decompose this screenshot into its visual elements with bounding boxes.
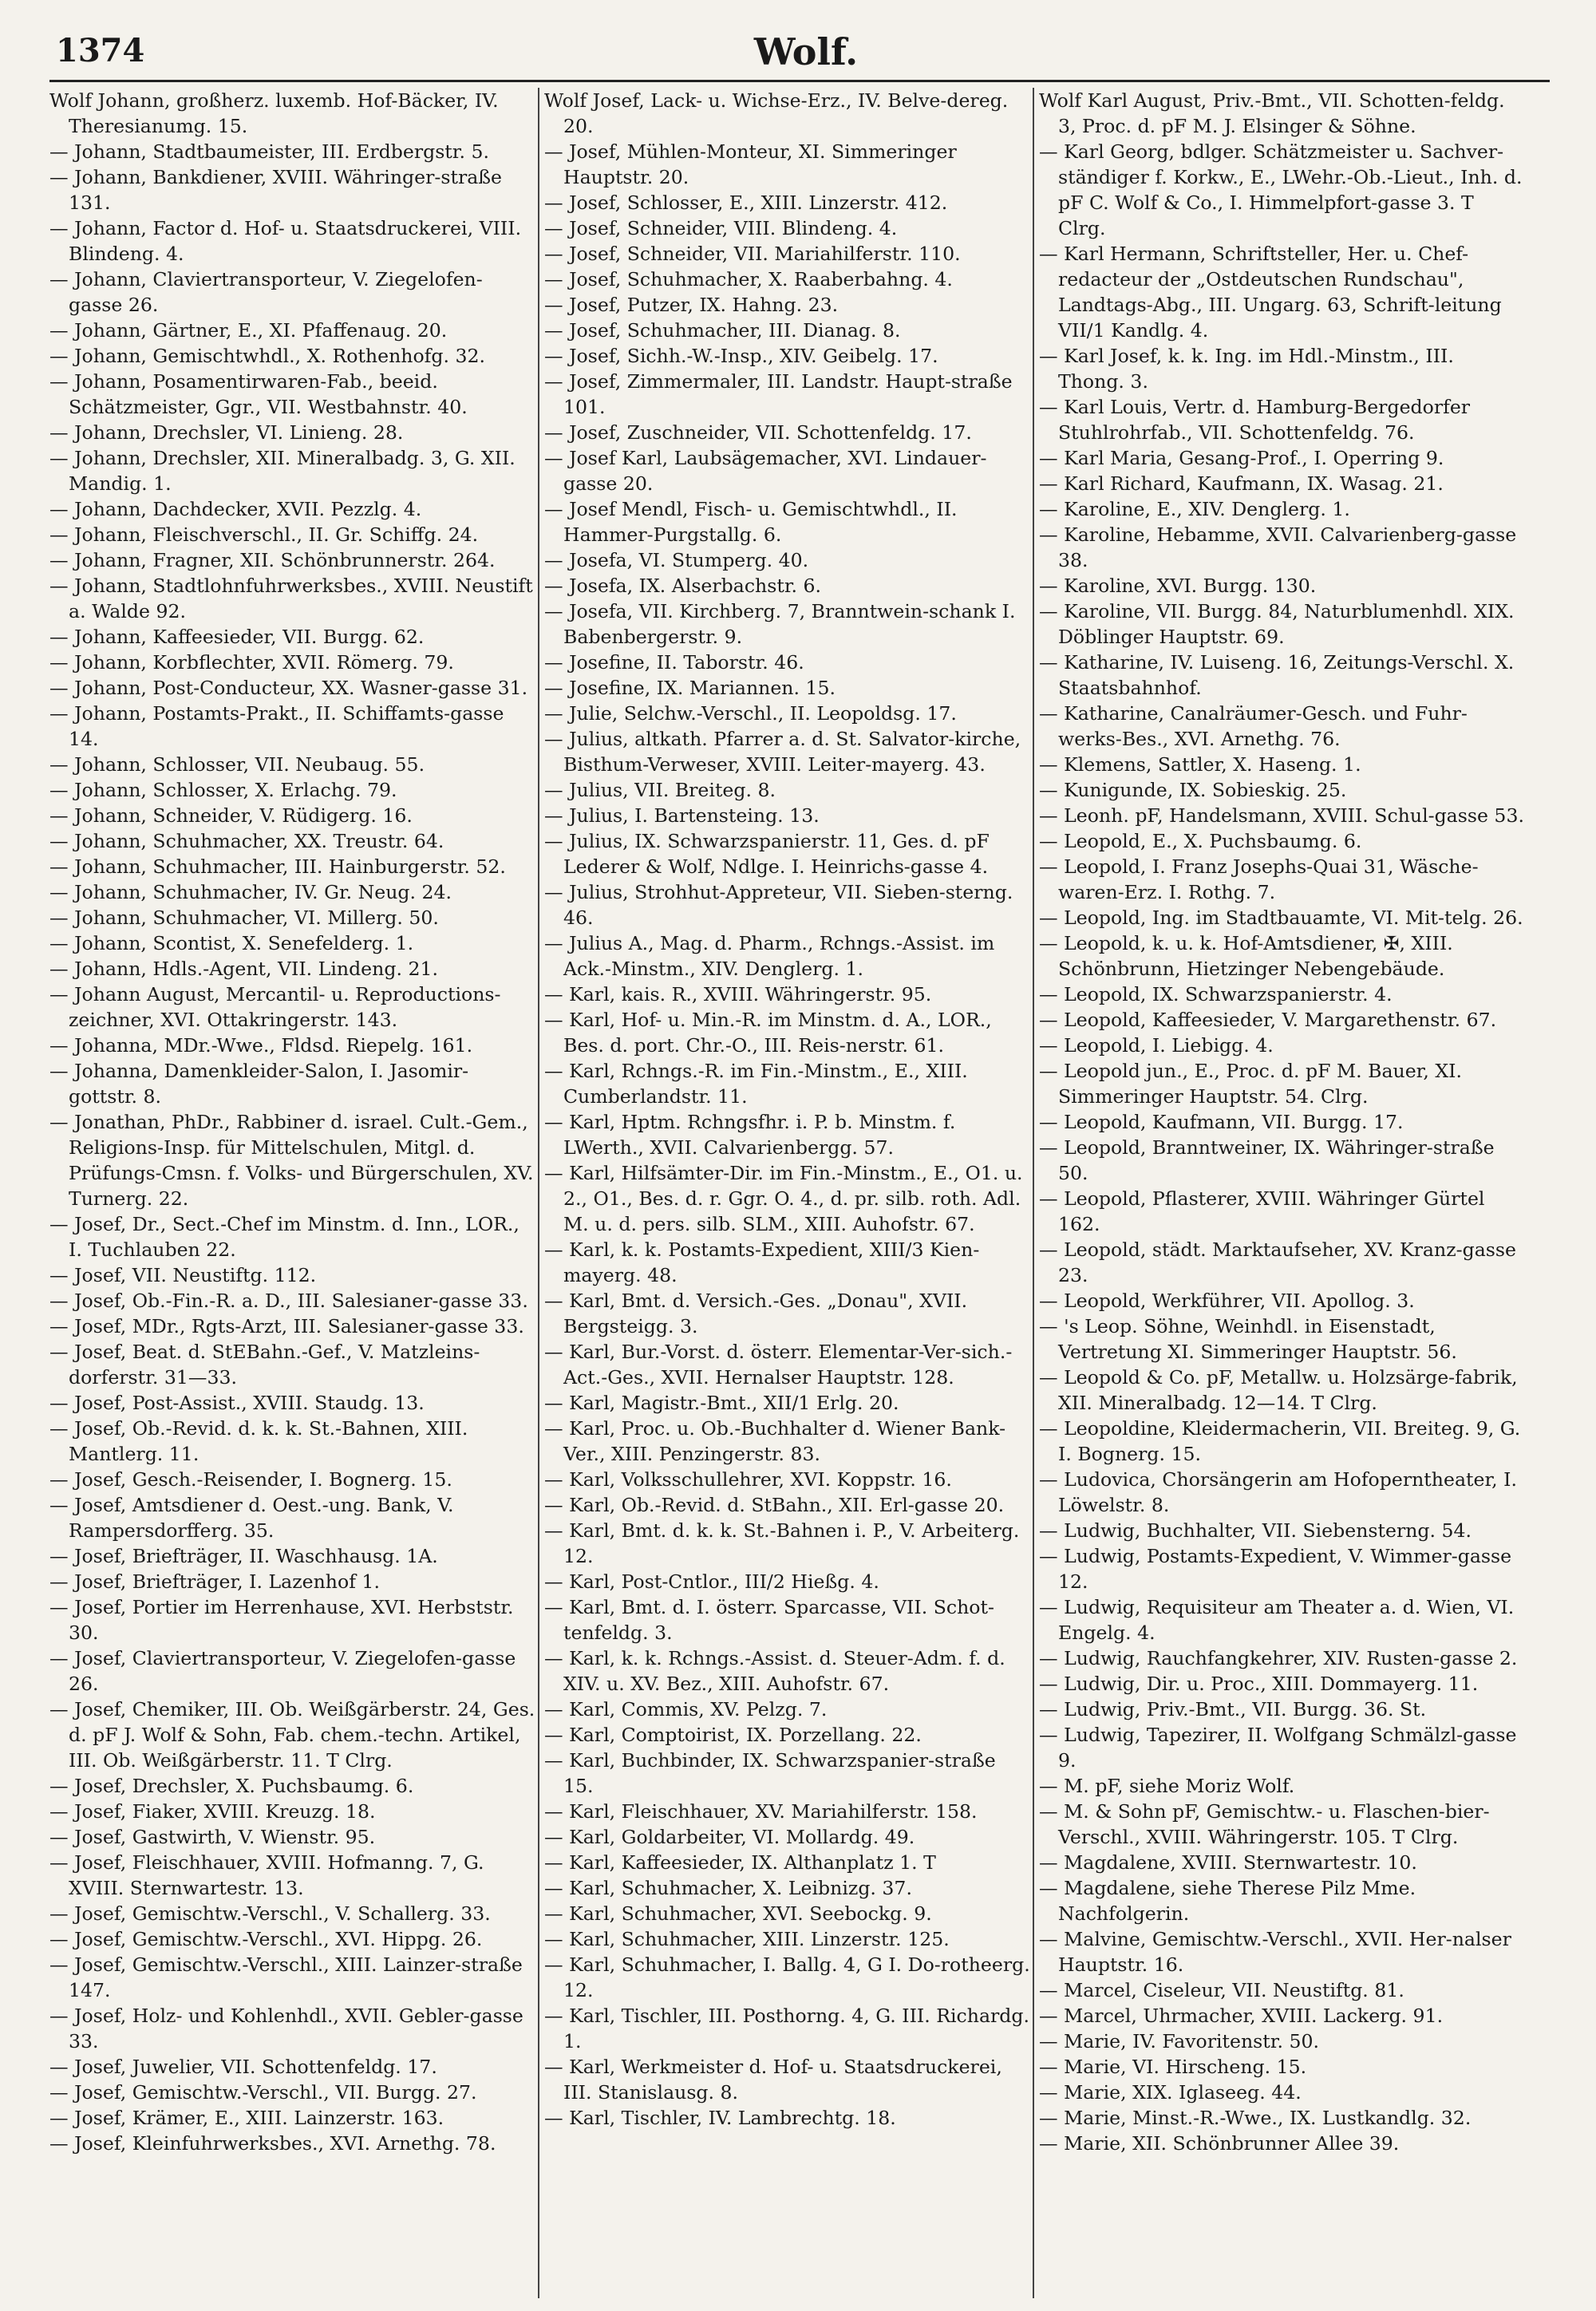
directory-entry: — Johann, Schuhmacher, III. Hainburgerstr. 52.	[49, 855, 506, 878]
directory-entry: — Josef, Briefträger, I. Lazenhof 1.	[49, 1570, 380, 1593]
directory-entry: — Ludovica, Chorsängerin am Hofoperntheater, I. Löwelstr. 8.	[1039, 1468, 1517, 1516]
directory-entry: — Josef, Schneider, VII. Mariahilferstr. 110.	[544, 243, 961, 265]
directory-entry: — Karl, Fleischhauer, XV. Mariahilferstr. 158.	[544, 1800, 978, 1823]
directory-entry: — Johann, Schlosser, X. Erlachg. 79.	[49, 779, 397, 801]
directory-entry: Wolf Josef, Lack- u. Wichse-Erz., IV. Belve-dereg. 20.	[544, 89, 1009, 137]
directory-entry: — Josef, Schlosser, E., XIII. Linzerstr. 412.	[544, 192, 948, 214]
directory-entry: — Josef, MDr., Rgts-Arzt, III. Salesianer-gasse 33.	[49, 1315, 524, 1337]
directory-entry: — Johann, Fragner, XII. Schönbrunnerstr. 264.	[49, 549, 496, 571]
directory-entry: — Johann, Drechsler, XII. Mineralbadg. 3, G. XII. Mandig. 1.	[49, 447, 516, 495]
directory-entry: — Karl, Hof- u. Min.-R. im Minstm. d. A., LOR., Bes. d. port. Chr.-O., III. Reis-nerstr. 61.	[544, 1009, 992, 1057]
directory-entry: — Josef Karl, Laubsägemacher, XVI. Lindauer-gasse 20.	[544, 447, 987, 495]
column-divider	[538, 88, 539, 2298]
directory-entry: — Karl, k. k. Rchngs.-Assist. d. Steuer-Adm. f. d. XIV. u. XV. Bez., XIII. Auhofstr. 67.	[544, 1647, 1005, 1695]
directory-entry: — Johann August, Mercantil- u. Reproductions-zeichner, XVI. Ottakringerstr. 143.	[49, 983, 501, 1031]
directory-entry: — Josefine, IX. Mariannen. 15.	[544, 677, 836, 699]
directory-entry: — Karl, Tischler, III. Posthorng. 4, G. III. Richardg. 1.	[544, 2005, 1029, 2052]
directory-entry: — M. & Sohn pF, Gemischtw.- u. Flaschen-bier-Verschl., XVIII. Währingerstr. 105. T Clrg.	[1039, 1800, 1490, 1848]
directory-entry: — Josef, Schuhmacher, III. Dianag. 8.	[544, 319, 901, 342]
directory-entry: — Josef, Gastwirth, V. Wienstr. 95.	[49, 1826, 376, 1848]
directory-entry: — Johann, Dachdecker, XVII. Pezzlg. 4.	[49, 498, 422, 520]
directory-entry: — Leopold, k. u. k. Hof-Amtsdiener, ✠, XIII. Schönbrunn, Hietzinger Nebengebäude.	[1039, 932, 1453, 980]
directory-entry: — Karl, Bur.-Vorst. d. österr. Elementar-Ver-sich.-Act.-Ges., XVII. Hernalser Hauptstr. 128.	[544, 1341, 1013, 1389]
directory-entry: — Josef, Briefträger, II. Waschhausg. 1A.	[49, 1545, 438, 1567]
header-rule	[49, 80, 1550, 82]
directory-entry: — Karl, k. k. Postamts-Expedient, XIII/3 Kien-mayerg. 48.	[544, 1238, 980, 1286]
directory-entry: — Johann, Postamts-Prakt., II. Schiffamts-gasse 14.	[49, 702, 504, 750]
directory-entry: — Karl Maria, Gesang-Prof., I. Operring 9.	[1039, 447, 1444, 469]
directory-entry: — Marie, VI. Hirscheng. 15.	[1039, 2056, 1307, 2078]
directory-entry: — Josef, Zuschneider, VII. Schottenfeldg. 17.	[544, 421, 972, 444]
directory-entry: — Johann, Schuhmacher, VI. Millerg. 50.	[49, 907, 439, 929]
running-head: Wolf.	[753, 30, 859, 73]
directory-entry: — Johann, Drechsler, VI. Linieng. 28.	[49, 421, 404, 444]
directory-entry: — Ludwig, Requisiteur am Theater a. d. Wien, VI. Engelg. 4.	[1039, 1596, 1515, 1644]
directory-entry: — Josef, Krämer, E., XIII. Lainzerstr. 163.	[49, 2107, 444, 2129]
directory-entry: — Johann, Gärtner, E., XI. Pfaffenaug. 20.	[49, 319, 448, 342]
directory-entry: — Leopold, Ing. im Stadtbauamte, VI. Mit-telg. 26.	[1039, 907, 1523, 929]
directory-entry: — Marie, Minst.-R.-Wwe., IX. Lustkandlg. 32.	[1039, 2107, 1472, 2129]
directory-entry: — Josef, Gemischtw.-Verschl., XVI. Hippg. 26.	[49, 1928, 483, 1950]
directory-entry: — Kunigunde, IX. Sobieskig. 25.	[1039, 779, 1347, 801]
directory-entry: — Leonh. pF, Handelsmann, XVIII. Schul-gasse 53.	[1039, 804, 1524, 827]
directory-entry: — Jonathan, PhDr., Rabbiner d. israel. Cult.-Gem., Religions-Insp. für Mittelschulen, Mitgl. d. Prüfungs-Cmsn. f. Volks- und Bürgerschulen, XV. Turnerg. 22.	[49, 1111, 534, 1210]
column-divider	[1033, 88, 1034, 2298]
directory-entry: — Karl, Comptoirist, IX. Porzellang. 22.	[544, 1724, 922, 1746]
directory-entry: — Karoline, Hebamme, XVII. Calvarienberg-gasse 38.	[1039, 523, 1517, 571]
directory-entry: — Karl Louis, Vertr. d. Hamburg-Bergedorfer Stuhlrohrfab., VII. Schottenfeldg. 76.	[1039, 396, 1471, 444]
directory-entry: — Leopold, Kaufmann, VII. Burgg. 17.	[1039, 1111, 1404, 1133]
directory-entry: — Karl, Hilfsämter-Dir. im Fin.-Minstm., E., O1. u. 2., O1., Bes. d. r. Ggr. O. 4., d. pr. silb. roth. Adl. M. u. d. pers. silb. SLM., XIII. Auhofstr. 67.	[544, 1162, 1023, 1235]
directory-entry: — Josef, Gemischtw.-Verschl., V. Schallerg. 33.	[49, 1902, 491, 1925]
directory-entry: — Josef, Juwelier, VII. Schottenfeldg. 17.	[49, 2056, 437, 2078]
directory-entry: — Karl, Schuhmacher, X. Leibnizg. 37.	[544, 1877, 912, 1899]
directory-entry: — Julius A., Mag. d. Pharm., Rchngs.-Assist. im Ack.-Minstm., XIV. Denglerg. 1.	[544, 932, 995, 980]
directory-entry: — Marie, XIX. Iglaseeg. 44.	[1039, 2081, 1302, 2104]
page-header	[56, 32, 1556, 80]
directory-entry: — Josef Mendl, Fisch- u. Gemischtwhdl., II. Hammer-Purgstallg. 6.	[544, 498, 958, 546]
directory-entry: — Josef, Putzer, IX. Hahng. 23.	[544, 294, 839, 316]
directory-entry: — Karl, Kaffeesieder, IX. Althanplatz 1. T	[544, 1851, 936, 1874]
directory-entry: — Josef, Chemiker, III. Ob. Weißgärberstr. 24, Ges. d. pF J. Wolf & Sohn, Fab. chem.-techn. Artikel, III. Ob. Weißgärberstr. 11. T Clrg.	[49, 1698, 535, 1772]
directory-entry: — Josef, Mühlen-Monteur, XI. Simmeringer Hauptstr. 20.	[544, 140, 957, 188]
directory-entry: — Josef, Amtsdiener d. Oest.-ung. Bank, V. Rampersdorfferg. 35.	[49, 1494, 454, 1542]
directory-entry: — Leopold, I. Franz Josephs-Quai 31, Wäsche-waren-Erz. I. Rothg. 7.	[1039, 855, 1479, 903]
directory-entry: — Karl Hermann, Schriftsteller, Her. u. Chef-redacteur der „Ostdeutschen Rundschau", Landtags-Abg., III. Ungarg. 63, Schrift-leitung VII/1 Kandlg. 4.	[1039, 243, 1502, 342]
directory-entry: — Karl, Goldarbeiter, VI. Mollardg. 49.	[544, 1826, 915, 1848]
directory-entry: — Karl, Rchngs.-R. im Fin.-Minstm., E., XIII. Cumberlandstr. 11.	[544, 1060, 968, 1108]
directory-entry: — Leopold, Branntweiner, IX. Währinger-straße 50.	[1039, 1136, 1495, 1184]
page-number: 1374	[56, 32, 145, 69]
directory-entry: — Katharine, Canalräumer-Gesch. und Fuhr-werks-Bes., XVI. Arnethg. 76.	[1039, 702, 1468, 750]
directory-entry: — Josef, Drechsler, X. Puchsbaumg. 6.	[49, 1775, 414, 1797]
directory-entry: — Marcel, Ciseleur, VII. Neustiftg. 81.	[1039, 1979, 1404, 2001]
directory-entry: — Ludwig, Buchhalter, VII. Siebensterng. 54.	[1039, 1519, 1472, 1542]
directory-entry: — Julius, IX. Schwarzspanierstr. 11, Ges. d. pF Lederer & Wolf, Ndlge. I. Heinrichs-gasse 4.	[544, 830, 990, 878]
directory-entry: — Malvine, Gemischtw.-Verschl., XVII. Her-nalser Hauptstr. 16.	[1039, 1928, 1511, 1976]
directory-entry: — Magdalene, siehe Therese Pilz Mme. Nachfolgerin.	[1039, 1877, 1416, 1925]
directory-entry: — Johann, Factor d. Hof- u. Staatsdruckerei, VIII. Blindeng. 4.	[49, 217, 522, 265]
directory-entry: — Johann, Hdls.-Agent, VII. Lindeng. 21.	[49, 958, 438, 980]
directory-entry: — Josef, Beat. d. StEBahn.-Gef., V. Matzleins-dorferstr. 31—33.	[49, 1341, 480, 1389]
directory-entry: — Johann, Fleischverschl., II. Gr. Schiffg. 24.	[49, 523, 479, 546]
directory-entry: — Leopold, Werkführer, VII. Apollog. 3.	[1039, 1290, 1415, 1312]
directory-entry: — Johann, Schuhmacher, XX. Treustr. 64.	[49, 830, 444, 852]
directory-entry: — Marie, IV. Favoritenstr. 50.	[1039, 2030, 1319, 2052]
directory-entry: — Johanna, Damenkleider-Salon, I. Jasomir-gottstr. 8.	[49, 1060, 469, 1108]
directory-entry: — Katharine, IV. Luiseng. 16, Zeitungs-Verschl. X. Staatsbahnhof.	[1039, 651, 1515, 699]
directory-entry: — Josef, Gemischtw.-Verschl., VII. Burgg. 27.	[49, 2081, 477, 2104]
directory-entry: — Josefa, IX. Alserbachstr. 6.	[544, 575, 822, 597]
directory-entry: — Karl Josef, k. k. Ing. im Hdl.-Minstm., III. Thong. 3.	[1039, 345, 1454, 393]
directory-entry: — Leopold, städt. Marktaufseher, XV. Kranz-gasse 23.	[1039, 1238, 1516, 1286]
directory-entry: — Johann, Gemischtwhdl., X. Rothenhofg. 32.	[49, 345, 486, 367]
directory-entry: — Ludwig, Rauchfangkehrer, XIV. Rusten-gasse 2.	[1039, 1647, 1518, 1669]
directory-entry: — Josef, Fiaker, XVIII. Kreuzg. 18.	[49, 1800, 376, 1823]
directory-entry: — Johann, Stadtlohnfuhrwerksbes., XVIII. Neustift a. Walde 92.	[49, 575, 533, 622]
directory-entry: — Karl, Magistr.-Bmt., XII/1 Erlg. 20.	[544, 1392, 899, 1414]
column-3	[1039, 88, 1526, 2298]
directory-entry: — Josef, VII. Neustiftg. 112.	[49, 1264, 317, 1286]
directory-entry: — Ludwig, Postamts-Expedient, V. Wimmer-gasse 12.	[1039, 1545, 1512, 1593]
directory-entry: — Johann, Schneider, V. Rüdigerg. 16.	[49, 804, 413, 827]
directory-entry: — Leopold, Pflasterer, XVIII. Währinger Gürtel 162.	[1039, 1187, 1485, 1235]
directory-entry: — Leopold & Co. pF, Metallw. u. Holzsärge-fabrik, XII. Mineralbadg. 12—14. T Clrg.	[1039, 1366, 1518, 1414]
directory-entry: — M. pF, siehe Moriz Wolf.	[1039, 1775, 1295, 1797]
directory-entry: — Johann, Kaffeesieder, VII. Burgg. 62.	[49, 626, 425, 648]
directory-entry: — Karl, Bmt. d. k. k. St.-Bahnen i. P., V. Arbeiterg. 12.	[544, 1519, 1020, 1567]
directory-entry: — Karl, Tischler, IV. Lambrechtg. 18.	[544, 2107, 896, 2129]
directory-entry: — Leopold, IX. Schwarzspanierstr. 4.	[1039, 983, 1393, 1005]
directory-entry: — Karl, Post-Cntlor., III/2 Hießg. 4.	[544, 1570, 879, 1593]
directory-entry: — Josef, Gemischtw.-Verschl., XIII. Lainzer-straße 147.	[49, 1953, 523, 2001]
directory-entry: — Karl Georg, bdlger. Schätzmeister u. Sachver-ständiger f. Korkw., E., LWehr.-Ob.-Lieut., Inh. d. pF C. Wolf & Co., I. Himmelpfort-gasse 3. T Clrg.	[1039, 140, 1523, 239]
directory-entry: — Karoline, VII. Burgg. 84, Naturblumenhdl. XIX. Döblinger Hauptstr. 69.	[1039, 600, 1515, 648]
directory-entry: — Marie, XII. Schönbrunner Allee 39.	[1039, 2132, 1400, 2155]
directory-entry: — Josef, Zimmermaler, III. Landstr. Haupt-straße 101.	[544, 370, 1013, 418]
directory-entry: — Julius, I. Bartensteing. 13.	[544, 804, 820, 827]
directory-entry: — Josef, Ob.-Fin.-R. a. D., III. Salesianer-gasse 33.	[49, 1290, 528, 1312]
directory-entry: — Johann, Korbflechter, XVII. Römerg. 79.	[49, 651, 454, 674]
column-2	[544, 88, 1031, 2298]
directory-entry: — Julius, Strohhut-Appreteur, VII. Sieben-sterng. 46.	[544, 881, 1013, 929]
directory-entry: Wolf Karl August, Priv.-Bmt., VII. Schotten-feldg. 3, Proc. d. pF M. J. Elsinger & Söhne.	[1039, 89, 1505, 137]
directory-entry: — Karl, Bmt. d. Versich.-Ges. „Donau", XVII. Bergsteigg. 3.	[544, 1290, 968, 1337]
directory-entry: — Ludwig, Priv.-Bmt., VII. Burgg. 36. St.	[1039, 1698, 1427, 1720]
directory-entry: — Karoline, E., XIV. Denglerg. 1.	[1039, 498, 1350, 520]
directory-entry: — 's Leop. Söhne, Weinhdl. in Eisenstadt, Vertretung XI. Simmeringer Hauptstr. 56.	[1039, 1315, 1457, 1363]
directory-entry: — Klemens, Sattler, X. Haseng. 1.	[1039, 753, 1361, 776]
column-1	[49, 88, 536, 2298]
directory-entry: — Leopoldine, Kleidermacherin, VII. Breiteg. 9, G. I. Bognerg. 15.	[1039, 1417, 1521, 1465]
directory-entry: — Julie, Selchw.-Verschl., II. Leopoldsg. 17.	[544, 702, 957, 725]
directory-entry: — Johann, Stadtbaumeister, III. Erdbergstr. 5.	[49, 140, 489, 163]
directory-entry: — Josefa, VII. Kirchberg. 7, Branntwein-schank I. Babenbergerstr. 9.	[544, 600, 1016, 648]
directory-entry: — Johann, Schlosser, VII. Neubaug. 55.	[49, 753, 425, 776]
directory-entry: — Karoline, XVI. Burgg. 130.	[1039, 575, 1317, 597]
directory-entry: — Johann, Scontist, X. Senefelderg. 1.	[49, 932, 414, 954]
directory-entry: — Karl, Bmt. d. I. österr. Sparcasse, VII. Schot-tenfeldg. 3.	[544, 1596, 994, 1644]
directory-entry: — Johann, Bankdiener, XVIII. Währinger-straße 131.	[49, 166, 503, 214]
directory-entry: — Leopold, I. Liebigg. 4.	[1039, 1034, 1274, 1057]
directory-entry: — Karl, Proc. u. Ob.-Buchhalter d. Wiener Bank-Ver., XIII. Penzingerstr. 83.	[544, 1417, 1006, 1465]
directory-entry: — Karl, Volksschullehrer, XVI. Koppstr. 16.	[544, 1468, 952, 1491]
directory-entry: — Karl, Hptm. Rchngsfhr. i. P. b. Minstm. f. LWerth., XVII. Calvarienbergg. 57.	[544, 1111, 956, 1159]
directory-entry: — Karl, Ob.-Revid. d. StBahn., XII. Erl-gasse 20.	[544, 1494, 1005, 1516]
directory-entry: — Josef, Schuhmacher, X. Raaberbahng. 4.	[544, 268, 953, 290]
directory-entry: — Marcel, Uhrmacher, XVIII. Lackerg. 91.	[1039, 2005, 1444, 2027]
directory-entry: — Johann, Schuhmacher, IV. Gr. Neug. 24.	[49, 881, 452, 903]
directory-entry: — Josef, Holz- und Kohlenhdl., XVII. Gebler-gasse 33.	[49, 2005, 523, 2052]
directory-entry: — Julius, VII. Breiteg. 8.	[544, 779, 776, 801]
directory-entry: — Johanna, MDr.-Wwe., Fldsd. Riepelg. 161.	[49, 1034, 473, 1057]
directory-entry: — Ludwig, Dir. u. Proc., XIII. Dommayerg. 11.	[1039, 1673, 1479, 1695]
directory-entry: — Leopold jun., E., Proc. d. pF M. Bauer, XI. Simmeringer Hauptstr. 54. Clrg.	[1039, 1060, 1462, 1108]
directory-entry: — Magdalene, XVIII. Sternwartestr. 10.	[1039, 1851, 1417, 1874]
directory-entry: — Johann, Claviertransporteur, V. Ziegelofen-gasse 26.	[49, 268, 483, 316]
directory-entry: — Johann, Post-Conducteur, XX. Wasner-gasse 31.	[49, 677, 528, 699]
directory-entry: — Karl, Schuhmacher, XIII. Linzerstr. 125.	[544, 1928, 950, 1950]
directory-entry: — Karl Richard, Kaufmann, IX. Wasag. 21.	[1039, 472, 1444, 495]
directory-entry: — Josef, Schneider, VIII. Blindeng. 4.	[544, 217, 898, 239]
directory-entry: — Karl, Schuhmacher, I. Ballg. 4, G I. Do-rotheerg. 12.	[544, 1953, 1030, 2001]
directory-entry: — Josef, Claviertransporteur, V. Ziegelofen-gasse 26.	[49, 1647, 516, 1695]
directory-entry: — Josefine, II. Taborstr. 46.	[544, 651, 804, 674]
directory-entry: — Karl, Commis, XV. Pelzg. 7.	[544, 1698, 828, 1720]
directory-entry: — Johann, Posamentirwaren-Fab., beeid. Schätzmeister, Ggr., VII. Westbahnstr. 40.	[49, 370, 468, 418]
directory-entry: — Karl, Buchbinder, IX. Schwarzspanier-straße 15.	[544, 1749, 996, 1797]
directory-entry: — Josef, Post-Assist., XVIII. Staudg. 13.	[49, 1392, 425, 1414]
directory-entry: — Josef, Gesch.-Reisender, I. Bognerg. 15.	[49, 1468, 452, 1491]
directory-entry: — Leopold, Kaffeesieder, V. Margarethenstr. 67.	[1039, 1009, 1497, 1031]
directory-entry: — Julius, altkath. Pfarrer a. d. St. Salvator-kirche, Bisthum-Verweser, XVIII. Leiter-mayerg. 43.	[544, 728, 1021, 776]
directory-entry: — Karl, Schuhmacher, XVI. Seebockg. 9.	[544, 1902, 932, 1925]
directory-entry: — Ludwig, Tapezirer, II. Wolfgang Schmälzl-gasse 9.	[1039, 1724, 1517, 1772]
directory-entry: Wolf Johann, großherz. luxemb. Hof-Bäcker, IV. Theresianumg. 15.	[49, 89, 499, 137]
directory-entry: — Josef, Sichh.-W.-Insp., XIV. Geibelg. 17.	[544, 345, 938, 367]
directory-entry: — Josef, Ob.-Revid. d. k. k. St.-Bahnen, XIII. Mantlerg. 11.	[49, 1417, 468, 1465]
directory-entry: — Josef, Portier im Herrenhause, XVI. Herbststr. 30.	[49, 1596, 514, 1644]
directory-entry: — Josef, Kleinfuhrwerksbes., XVI. Arnethg. 78.	[49, 2132, 496, 2155]
directory-entry: — Leopold, E., X. Puchsbaumg. 6.	[1039, 830, 1362, 852]
directory-entry: — Karl, Werkmeister d. Hof- u. Staatsdruckerei, III. Stanislausg. 8.	[544, 2056, 1002, 2104]
directory-entry: — Josef, Fleischhauer, XVIII. Hofmanng. 7, G. XVIII. Sternwartestr. 13.	[49, 1851, 484, 1899]
directory-entry: — Josef, Dr., Sect.-Chef im Minstm. d. Inn., LOR., I. Tuchlauben 22.	[49, 1213, 519, 1261]
directory-entry: — Josefa, VI. Stumperg. 40.	[544, 549, 809, 571]
directory-entry: — Karl, kais. R., XVIII. Währingerstr. 95.	[544, 983, 932, 1005]
